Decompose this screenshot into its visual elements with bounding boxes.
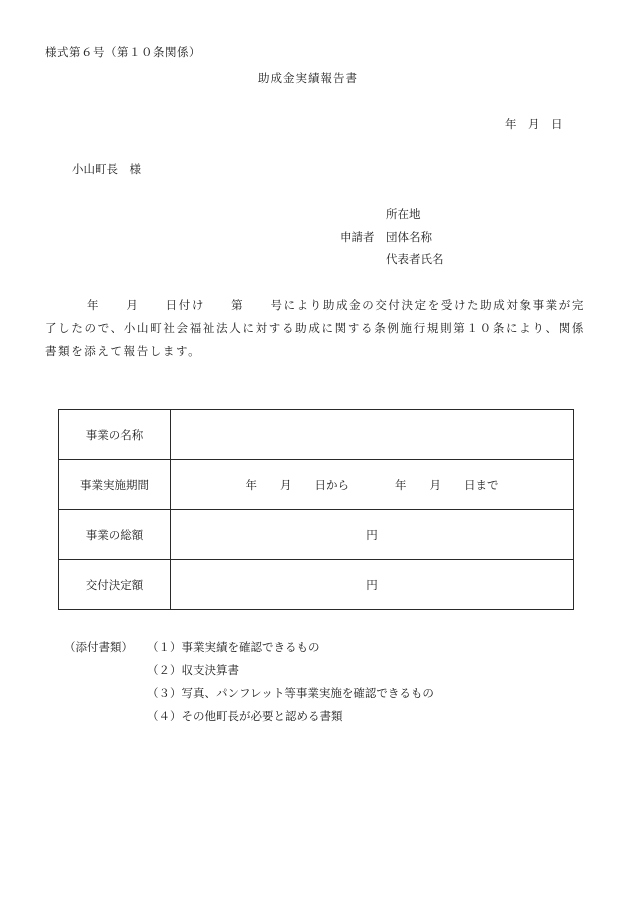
report-body-text: 年 月 日付け 第 号により助成金の交付決定を受けた助成対象事業が完了したので、小山町社会福祉法人に対する助成に関する条例施行規則第１０条により、関係書類を添えて報告します。: [45, 298, 585, 358]
addressee: 小山町長 様: [72, 162, 141, 176]
project-info-table: [58, 409, 574, 610]
project-name-value[interactable]: [171, 410, 574, 460]
project-name-label: 事業の名称: [59, 410, 171, 460]
attachment-item-3: （３）写真、パンフレット等事業実施を確認できるもの: [147, 686, 434, 700]
attachment-item-1: （１）事業実績を確認できるもの: [147, 640, 320, 654]
attachment-item-2: （２）収支決算書: [147, 663, 239, 677]
attachment-item-4: （４）その他町長が必要と認める書類: [147, 709, 343, 723]
project-total-label: 事業の総額: [59, 510, 171, 560]
representative-name-label: 代表者氏名: [386, 252, 444, 266]
project-total-value[interactable]: 円: [171, 510, 574, 560]
project-period-value[interactable]: 年 月 日から 年 月 日まで: [171, 460, 574, 510]
project-period-label: 事業実施期間: [59, 460, 171, 510]
address-label: 所在地: [386, 207, 421, 221]
organization-name-label: 団体名称: [386, 230, 432, 244]
attachments-label: （添付書類）: [64, 640, 133, 654]
form-number: 様式第６号（第１０条関係）: [45, 45, 201, 59]
grant-amount-value[interactable]: 円: [171, 560, 574, 610]
date-line: 年 月 日: [505, 117, 563, 131]
table-row-project-total: [59, 510, 574, 560]
grant-amount-label: 交付決定額: [59, 560, 171, 610]
table-row-project-name: [59, 410, 574, 460]
document-title: 助成金実績報告書: [258, 71, 358, 85]
applicant-label: 申請者: [340, 230, 375, 244]
table-row-grant-amount: [59, 560, 574, 610]
table-row-project-period: [59, 460, 574, 510]
